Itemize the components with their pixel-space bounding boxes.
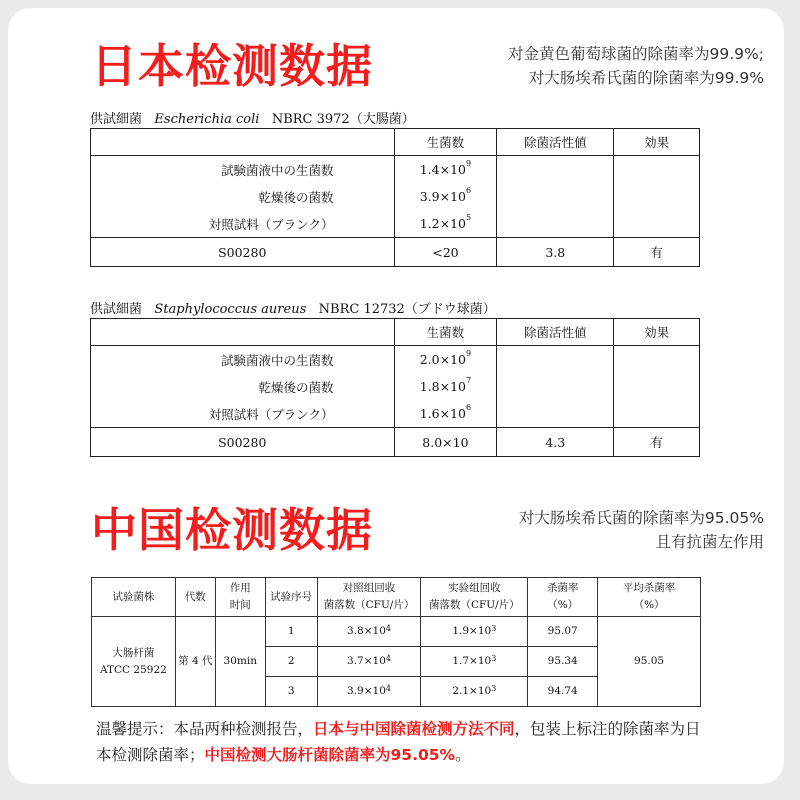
sample-name: S00280 [91, 428, 395, 457]
reminder-part-5: 。 [455, 746, 471, 764]
table-row [91, 210, 700, 238]
table-row [91, 346, 700, 374]
caption-suffix: NBRC 3972（大腸菌） [271, 112, 415, 127]
strain-cell: 大肠杆菌 ATCC 25922 [92, 617, 176, 707]
japan-note-line-1: 对金黄色葡萄球菌的除菌率为99.9%; [508, 45, 764, 63]
sample-activity: 3.8 [497, 238, 614, 267]
control-cell: $3.9\times 10^4$ [317, 677, 421, 707]
table-row [91, 373, 700, 400]
china-summary-note [519, 506, 764, 554]
test-caption-ecoli [90, 108, 415, 127]
header-count: 生菌数 [394, 319, 497, 346]
caption-prefix: 供試細菌 [90, 302, 143, 317]
china-note-line-2: 且有抗菌左作用 [655, 533, 764, 551]
reminder-highlight-2: 中国检测大肠杆菌除菌率为95.05% [204, 746, 456, 764]
table-row [91, 156, 700, 184]
reminder-part-1: 温馨提示：本品两种检测报告， [96, 720, 314, 738]
sample-effect: 有 [614, 238, 700, 267]
row-effect-blank [614, 346, 700, 374]
row-effect-blank [614, 210, 700, 238]
header-blank [91, 319, 395, 346]
japan-table-saureus [90, 318, 700, 457]
seq-cell: 1 [265, 617, 317, 647]
caption-species: Escherichia coli [154, 112, 260, 127]
caption-prefix: 供試細菌 [90, 112, 143, 127]
header-rate: 杀菌率 （%） [528, 578, 598, 617]
row-count: $1.8\times 10^7$ [394, 373, 497, 400]
header-count: 生菌数 [394, 129, 497, 156]
header-blank [91, 129, 395, 156]
row-effect-blank [614, 183, 700, 210]
row-activity-blank [497, 400, 614, 428]
rate-cell: 95.34 [528, 647, 598, 677]
header-effect: 効果 [614, 129, 700, 156]
experiment-cell: $2.1\times 10^3$ [421, 677, 528, 707]
row-effect-blank [614, 156, 700, 184]
sample-count: <20 [394, 238, 497, 267]
row-effect-blank [614, 373, 700, 400]
table-row [91, 183, 700, 210]
caption-suffix: NBRC 12732（ブドウ球菌） [318, 302, 496, 317]
generation-cell: 第 4 代 [175, 617, 215, 707]
japan-table-ecoli [90, 128, 700, 267]
test-caption-saureus [90, 298, 496, 317]
row-count: $2.0\times 10^9$ [394, 346, 497, 374]
reminder-part-3: ，包装上标注的除菌率为日本检测除菌率； [96, 720, 701, 764]
row-activity-blank [497, 210, 614, 238]
japan-section-title: 日本检测数据 [91, 39, 373, 93]
row-count: $1.2\times 10^5$ [394, 210, 497, 238]
rate-cell: 95.07 [528, 617, 598, 647]
row-label: 対照試料（ブランク） [91, 210, 395, 238]
sample-name: S00280 [91, 238, 395, 267]
header-activity: 除菌活性値 [497, 319, 614, 346]
header-experiment: 实验组回收 菌落数（CFU/片） [421, 578, 528, 617]
seq-cell: 2 [265, 647, 317, 677]
sample-activity: 4.3 [497, 428, 614, 457]
row-count: $3.9\times 10^6$ [394, 183, 497, 210]
row-label: 乾燥後の菌数 [91, 183, 395, 210]
row-activity-blank [497, 373, 614, 400]
reminder-text [96, 716, 716, 768]
china-section-title: 中国检测数据 [91, 503, 373, 557]
caption-species: Staphylococcus aureus [154, 302, 307, 317]
row-effect-blank [614, 400, 700, 428]
table-header-row [91, 319, 700, 346]
china-table [91, 577, 701, 707]
sample-row [91, 428, 700, 457]
header-average: 平均杀菌率 （%） [598, 578, 701, 617]
rate-cell: 94.74 [528, 677, 598, 707]
header-generation: 代数 [175, 578, 215, 617]
row-activity-blank [497, 183, 614, 210]
table-row [92, 617, 701, 647]
header-time: 作用 时间 [215, 578, 265, 617]
table-header-row [91, 129, 700, 156]
control-cell: $3.7\times 10^4$ [317, 647, 421, 677]
average-cell: 95.05 [598, 617, 701, 707]
header-activity: 除菌活性値 [497, 129, 614, 156]
row-label: 試験菌液中の生菌数 [91, 346, 395, 374]
header-strain: 试验菌株 [92, 578, 176, 617]
row-count: $1.4\times 10^9$ [394, 156, 497, 184]
experiment-cell: $1.7\times 10^3$ [421, 647, 528, 677]
china-note-line-1: 对大肠埃希氏菌的除菌率为95.05% [518, 509, 764, 527]
row-activity-blank [497, 346, 614, 374]
header-control: 对照组回收 菌落数（CFU/片） [317, 578, 421, 617]
header-seq: 试验序号 [265, 578, 317, 617]
reminder-highlight-1: 日本与中国除菌检测方法不同 [313, 720, 515, 738]
header-effect: 効果 [614, 319, 700, 346]
report-card [8, 8, 784, 784]
row-label: 対照試料（ブランク） [91, 400, 395, 428]
row-label: 乾燥後の菌数 [91, 373, 395, 400]
japan-summary-note [508, 42, 764, 90]
japan-note-line-2: 对大肠埃希氏菌的除菌率为99.9% [528, 69, 764, 87]
row-label: 試験菌液中の生菌数 [91, 156, 395, 184]
time-cell: 30min [215, 617, 265, 707]
sample-row [91, 238, 700, 267]
row-activity-blank [497, 156, 614, 184]
sample-effect: 有 [614, 428, 700, 457]
china-header-row [92, 578, 701, 617]
seq-cell: 3 [265, 677, 317, 707]
sample-count: 8.0×10 [394, 428, 497, 457]
table-row [91, 400, 700, 428]
control-cell: $3.8\times 10^4$ [317, 617, 421, 647]
row-count: $1.6\times 10^6$ [394, 400, 497, 428]
experiment-cell: $1.9\times 10^3$ [421, 617, 528, 647]
